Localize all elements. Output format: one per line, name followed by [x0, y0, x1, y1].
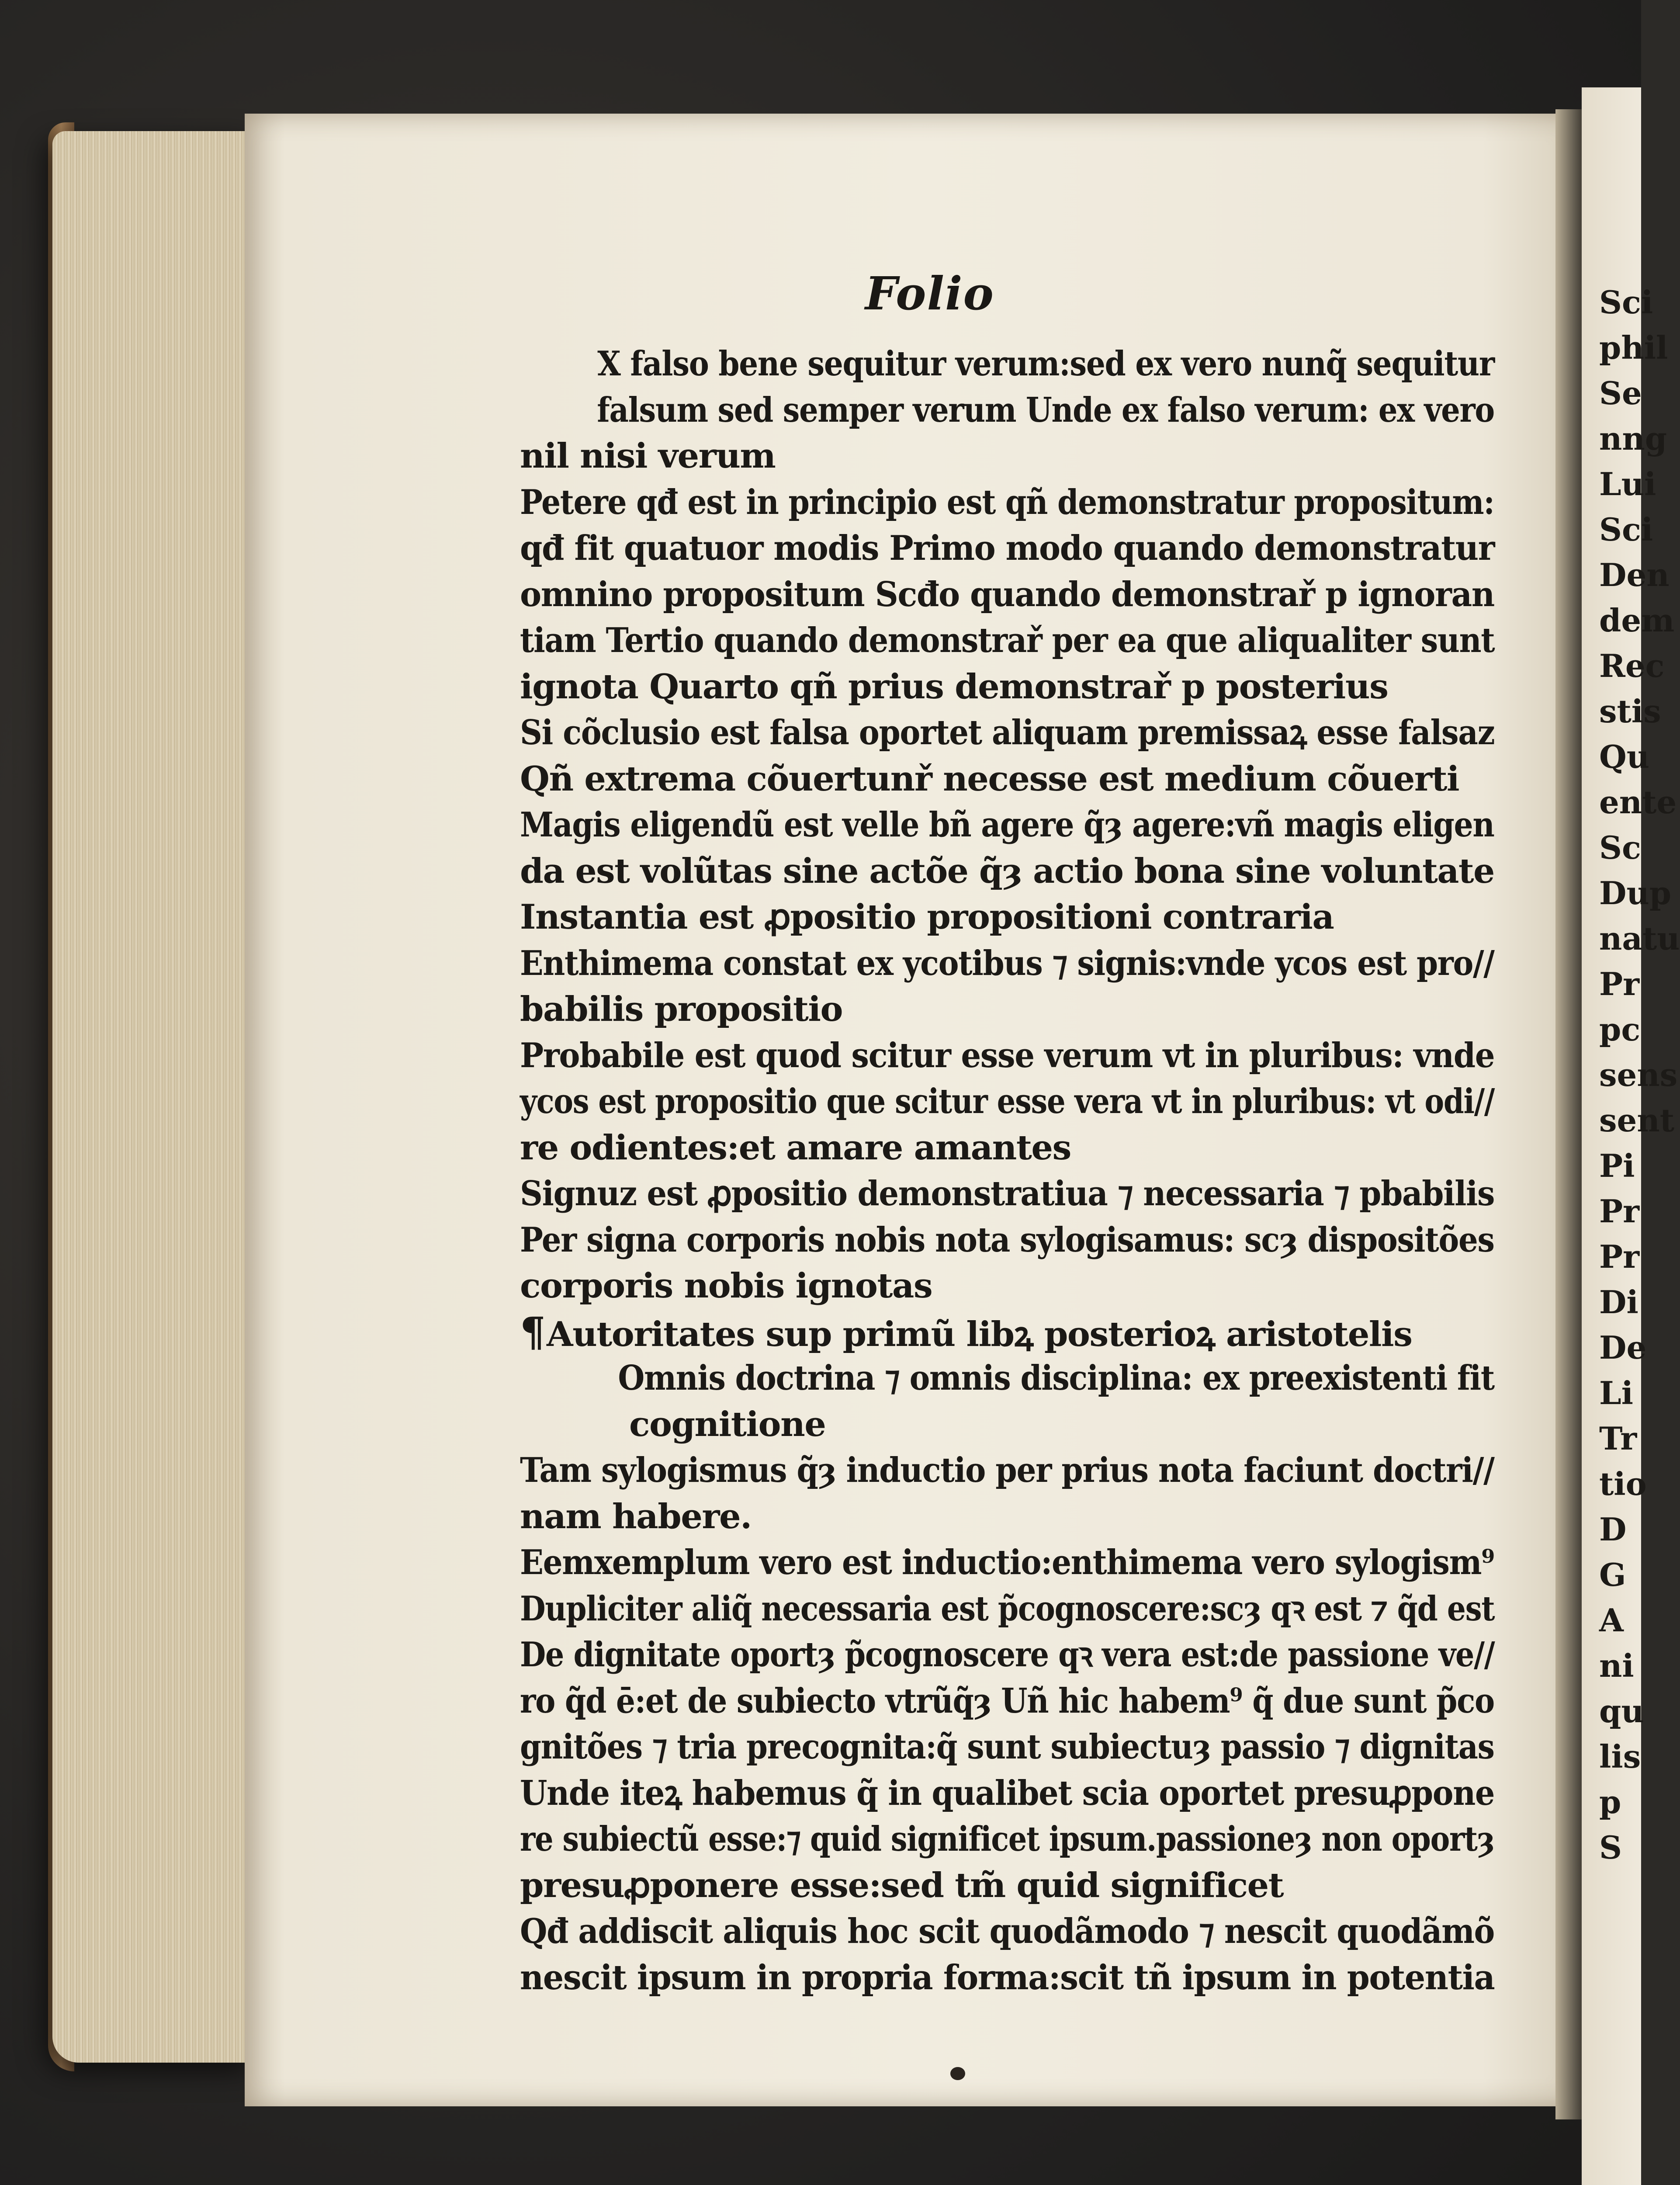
text-line: Qñ extrema cõuertunř necesse est medium cõuerti	[520, 759, 1459, 799]
facing-fragment: phil	[1599, 329, 1668, 366]
facing-fragment: ente	[1599, 784, 1677, 821]
text-line: re odientes:et amare amantes	[520, 1127, 1071, 1168]
page-text	[520, 341, 1494, 2001]
facing-fragment: De	[1599, 1329, 1647, 1366]
text-line: De dignitate oportȝ p̃cognoscere qꝛ vera est:de passione ve//	[520, 1635, 1495, 1675]
facing-fragment: A	[1599, 1602, 1624, 1639]
facing-fragment: Pr	[1599, 1238, 1640, 1275]
facing-fragment: S	[1599, 1829, 1622, 1866]
facing-fragment: Lui	[1599, 465, 1656, 503]
facing-page-text	[1599, 280, 1680, 1870]
facing-fragment: D	[1599, 1511, 1627, 1548]
section-heading: Autoritates sup primũ libꝝ posterioꝝ aristotelis	[547, 1314, 1412, 1354]
text-line: Probabile est quod scitur esse verum vt in pluribus: vnde	[520, 1035, 1495, 1075]
ink-dot	[950, 2067, 965, 2080]
text-line: Per signa corporis nobis nota sylogisamus: scȝ dispositões	[520, 1220, 1494, 1260]
text-line: Omnis doctrina ⁊ omnis disciplina: ex preexistenti fit	[618, 1358, 1494, 1398]
text-line: babilis propositio	[520, 989, 843, 1029]
text-line: omnino propositum Scđo quando demonstrař p ignoran	[520, 574, 1494, 614]
facing-fragment: p	[1599, 1783, 1621, 1821]
text-line: nil nisi verum	[520, 436, 776, 476]
facing-fragment: ni	[1599, 1647, 1634, 1684]
text-line: qđ fit quatuor modis Primo modo quando demonstratur	[520, 528, 1495, 568]
facing-fragment: sens	[1599, 1056, 1678, 1093]
facing-fragment: dem	[1599, 602, 1675, 639]
text-line: X falso bene sequitur verum:sed ex vero nunq̃ sequitur	[597, 344, 1494, 384]
text-line: nam habere.	[520, 1496, 752, 1536]
text-line: ro q̃d ē:et de subiecto vtrũq̃ȝ Uñ hic habem⁹ q̃ due sunt p̃co	[520, 1681, 1494, 1721]
text-line: nescit ipsum in propria forma:scit tñ ipsum in potentia	[520, 1957, 1495, 1998]
facing-fragment: Sci	[1599, 284, 1653, 321]
text-line: Signuz est ꝓpositio demonstratiua ⁊ necessaria ⁊ pbabilis	[520, 1174, 1495, 1214]
facing-fragment: natu	[1599, 920, 1680, 957]
text-line: Unde iteꝝ habemus q̃ in qualibet scia oportet presuꝓpone	[520, 1773, 1495, 1813]
text-line: ycos est propositio que scitur esse vera vt in pluribus: vt odi//	[520, 1082, 1495, 1121]
text-line: Instantia est ꝓpositio propositioni contraria	[520, 897, 1334, 937]
text-line: ignota Quarto qñ prius demonstrař p posterius	[520, 666, 1388, 707]
text-line: Petere qđ est in principio est qñ demonstratur propositum:	[520, 482, 1494, 522]
facing-fragment: Den	[1599, 556, 1670, 593]
section-heading-line	[520, 1309, 1494, 1356]
facing-fragment: stis	[1599, 693, 1661, 730]
facing-fragment: Qu	[1599, 738, 1650, 775]
text-line: Tam sylogismus q̃ȝ inductio per prius nota faciunt doctri//	[520, 1450, 1494, 1490]
facing-fragment: Pr	[1599, 1193, 1640, 1230]
text-line: Dupliciter aliq̃ necessaria est p̃cognoscere:scȝ qꝛ est ⁊ q̃d est	[520, 1588, 1495, 1629]
text-line: Eemxemplum vero est inductio:enthimema vero sylogism⁹	[520, 1543, 1494, 1582]
text-line: Enthimema constat ex ycotibus ⁊ signis:vnde ycos est pro//	[520, 943, 1494, 983]
facing-fragment: Se	[1599, 375, 1642, 412]
facing-page	[1582, 87, 1680, 2185]
facing-fragment: Rec	[1599, 647, 1665, 684]
facing-fragment: Pi	[1599, 1147, 1635, 1184]
text-line: gnitões ⁊ tria precognita:q̃ sunt subiectuȝ passio ⁊ dignitas	[520, 1727, 1494, 1767]
pilcrow-icon: ¶	[520, 1308, 545, 1356]
facing-fragment: tio	[1599, 1465, 1647, 1502]
facing-fragment: lis	[1599, 1738, 1641, 1775]
text-line: Qđ addiscit aliquis hoc scit quodãmodo ⁊ nescit quodãmõ	[520, 1911, 1494, 1951]
text-line: tiam Tertio quando demonstrař per ea que aliqualiter sunt	[520, 621, 1495, 660]
page-edges	[52, 131, 258, 2063]
text-line: Si cõclusio est falsa oportet aliquam premissaꝝ esse falsaz	[520, 713, 1495, 753]
facing-fragment: Li	[1599, 1374, 1633, 1412]
facing-fragment: Sc	[1599, 829, 1641, 866]
facing-fragment: G	[1599, 1556, 1626, 1593]
text-line: Magis eligendũ est velle bñ agere q̃ȝ agere:vñ magis eligen	[520, 805, 1494, 845]
text-line: cognitione	[629, 1404, 826, 1444]
facing-fragment: Di	[1599, 1283, 1638, 1321]
facing-fragment: sent	[1599, 1102, 1674, 1139]
facing-fragment: Sci	[1599, 511, 1653, 548]
facing-fragment: Tr	[1599, 1420, 1637, 1457]
text-line: re subiectũ esse:⁊ quid significet ipsum.passioneȝ non oportȝ	[520, 1819, 1495, 1859]
folio-heading: Folio	[865, 267, 994, 320]
text-line: presuꝓponere esse:sed tm̃ quid significet	[520, 1865, 1284, 1905]
text-line: falsum sed semper verum Unde ex falso verum: ex vero	[597, 390, 1494, 430]
facing-fragment: Dup	[1599, 874, 1672, 912]
text-line: corporis nobis ignotas	[520, 1266, 932, 1306]
facing-fragment: Pr	[1599, 965, 1640, 1002]
text-line: da est volũtas sine actõe q̃ȝ actio bona sine voluntate	[520, 851, 1494, 891]
facing-fragment: pc	[1599, 1011, 1641, 1048]
facing-fragment: qu	[1599, 1693, 1644, 1730]
facing-fragment: nng	[1599, 420, 1667, 457]
